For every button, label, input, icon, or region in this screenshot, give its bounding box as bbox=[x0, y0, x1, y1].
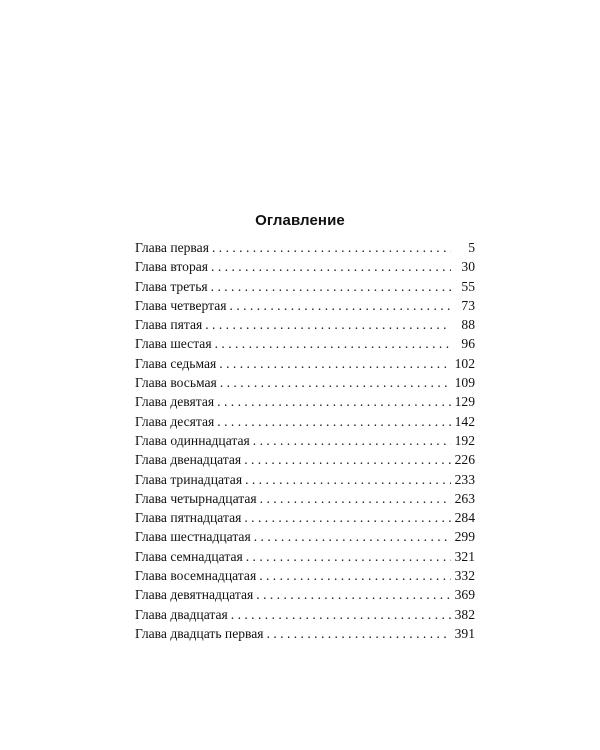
toc-entry bbox=[135, 412, 475, 431]
toc-entry-label: Глава четвертая bbox=[135, 297, 227, 313]
toc-dot-leader bbox=[260, 489, 451, 508]
toc-list bbox=[135, 238, 475, 643]
toc-entry-label: Глава третья bbox=[135, 278, 208, 294]
toc-dot-leader bbox=[215, 334, 451, 353]
toc-entry-label: Глава первая bbox=[135, 240, 209, 255]
toc-entry bbox=[135, 334, 475, 353]
toc-entry-label: Глава пятнадцатая bbox=[135, 510, 242, 526]
toc-entry bbox=[135, 431, 475, 450]
toc-entry-page-number: 299 bbox=[454, 529, 475, 545]
toc-entry bbox=[135, 605, 475, 624]
toc-entry bbox=[135, 470, 475, 489]
toc-entry bbox=[135, 315, 475, 334]
toc-entry bbox=[135, 238, 475, 257]
toc-entry-page-number: 5 bbox=[468, 240, 475, 255]
toc-dot-leader bbox=[244, 508, 451, 527]
toc-entry-page-number: 30 bbox=[461, 259, 475, 275]
toc-entry-label: Глава седьмая bbox=[135, 355, 217, 371]
toc-entry-page-number: 226 bbox=[454, 452, 475, 468]
toc-entry-label: Глава шестнадцатая bbox=[135, 529, 251, 545]
toc-entry-page-number: 192 bbox=[454, 432, 475, 448]
toc-entry-page-number: 142 bbox=[454, 413, 475, 429]
toc-entry-label: Глава шестая bbox=[135, 336, 212, 352]
toc-dot-leader bbox=[205, 315, 451, 334]
toc-entry bbox=[135, 257, 475, 276]
toc-dot-leader bbox=[256, 585, 451, 604]
toc-dot-leader bbox=[230, 296, 451, 315]
toc-entry-page-number: 391 bbox=[454, 625, 475, 641]
toc-entry bbox=[135, 277, 475, 296]
toc-entry-label: Глава девятая bbox=[135, 394, 215, 410]
toc-entry-label: Глава вторая bbox=[135, 259, 209, 275]
toc-entry-label: Глава семнадцатая bbox=[135, 548, 243, 564]
toc-entry-label: Глава двенадцатая bbox=[135, 452, 242, 468]
toc-dot-leader bbox=[219, 354, 451, 373]
toc-entry-page-number: 369 bbox=[454, 587, 475, 603]
toc-entry-page-number: 102 bbox=[454, 355, 475, 371]
toc-entry-page-number: 55 bbox=[461, 278, 475, 294]
toc-entry-page-number: 321 bbox=[454, 548, 475, 564]
toc-dot-leader bbox=[245, 470, 451, 489]
toc-entry-label: Глава двадцатая bbox=[135, 606, 228, 622]
toc-entry-label: Глава девятнадцатая bbox=[135, 587, 254, 603]
toc-dot-leader bbox=[267, 624, 451, 643]
toc-entry bbox=[135, 373, 475, 392]
toc-entry-page-number: 96 bbox=[461, 336, 475, 352]
toc-dot-leader bbox=[246, 547, 451, 566]
toc-entry-label: Глава десятая bbox=[135, 413, 215, 429]
toc-dot-leader bbox=[211, 277, 451, 296]
toc-entry bbox=[135, 585, 475, 604]
toc-entry bbox=[135, 547, 475, 566]
toc-entry-page-number: 332 bbox=[454, 568, 475, 584]
toc-entry-page-number: 129 bbox=[454, 394, 475, 410]
toc-entry-label: Глава восемнадцатая bbox=[135, 568, 257, 584]
toc-dot-leader bbox=[217, 412, 451, 431]
toc-dot-leader bbox=[254, 527, 451, 546]
toc-entry bbox=[135, 624, 475, 643]
toc-dot-leader bbox=[259, 566, 451, 585]
toc-entry-page-number: 109 bbox=[454, 375, 475, 391]
toc-entry bbox=[135, 354, 475, 373]
toc-entry-page-number: 88 bbox=[461, 317, 475, 333]
toc-entry-page-number: 284 bbox=[454, 510, 475, 526]
toc-entry bbox=[135, 489, 475, 508]
toc-entry-label: Глава одиннадцатая bbox=[135, 432, 250, 448]
toc-entry bbox=[135, 508, 475, 527]
toc-entry-label: Глава пятая bbox=[135, 317, 203, 333]
toc-entry-page-number: 263 bbox=[454, 490, 475, 506]
toc-entry-label: Глава двадцать первая bbox=[135, 625, 264, 641]
toc-dot-leader bbox=[244, 450, 451, 469]
toc-dot-leader bbox=[211, 257, 451, 276]
toc-entry bbox=[135, 296, 475, 315]
toc-entry bbox=[135, 566, 475, 585]
toc-entry-label: Глава тринадцатая bbox=[135, 471, 243, 487]
toc-dot-leader bbox=[217, 392, 451, 411]
toc-entry-label: Глава восьмая bbox=[135, 375, 217, 391]
toc-entry-label: Глава четырнадцатая bbox=[135, 490, 257, 506]
toc-entry bbox=[135, 527, 475, 546]
toc-dot-leader bbox=[220, 373, 451, 392]
toc-entry-page-number: 233 bbox=[454, 471, 475, 487]
toc-dot-leader bbox=[231, 605, 451, 624]
toc-entry bbox=[135, 450, 475, 469]
toc-title: Оглавление bbox=[255, 212, 345, 229]
toc-dot-leader bbox=[212, 238, 451, 257]
toc-entry-page-number: 73 bbox=[461, 297, 475, 313]
toc-entry-page-number: 382 bbox=[454, 606, 475, 622]
toc-dot-leader bbox=[253, 431, 451, 450]
toc-entry bbox=[135, 392, 475, 411]
